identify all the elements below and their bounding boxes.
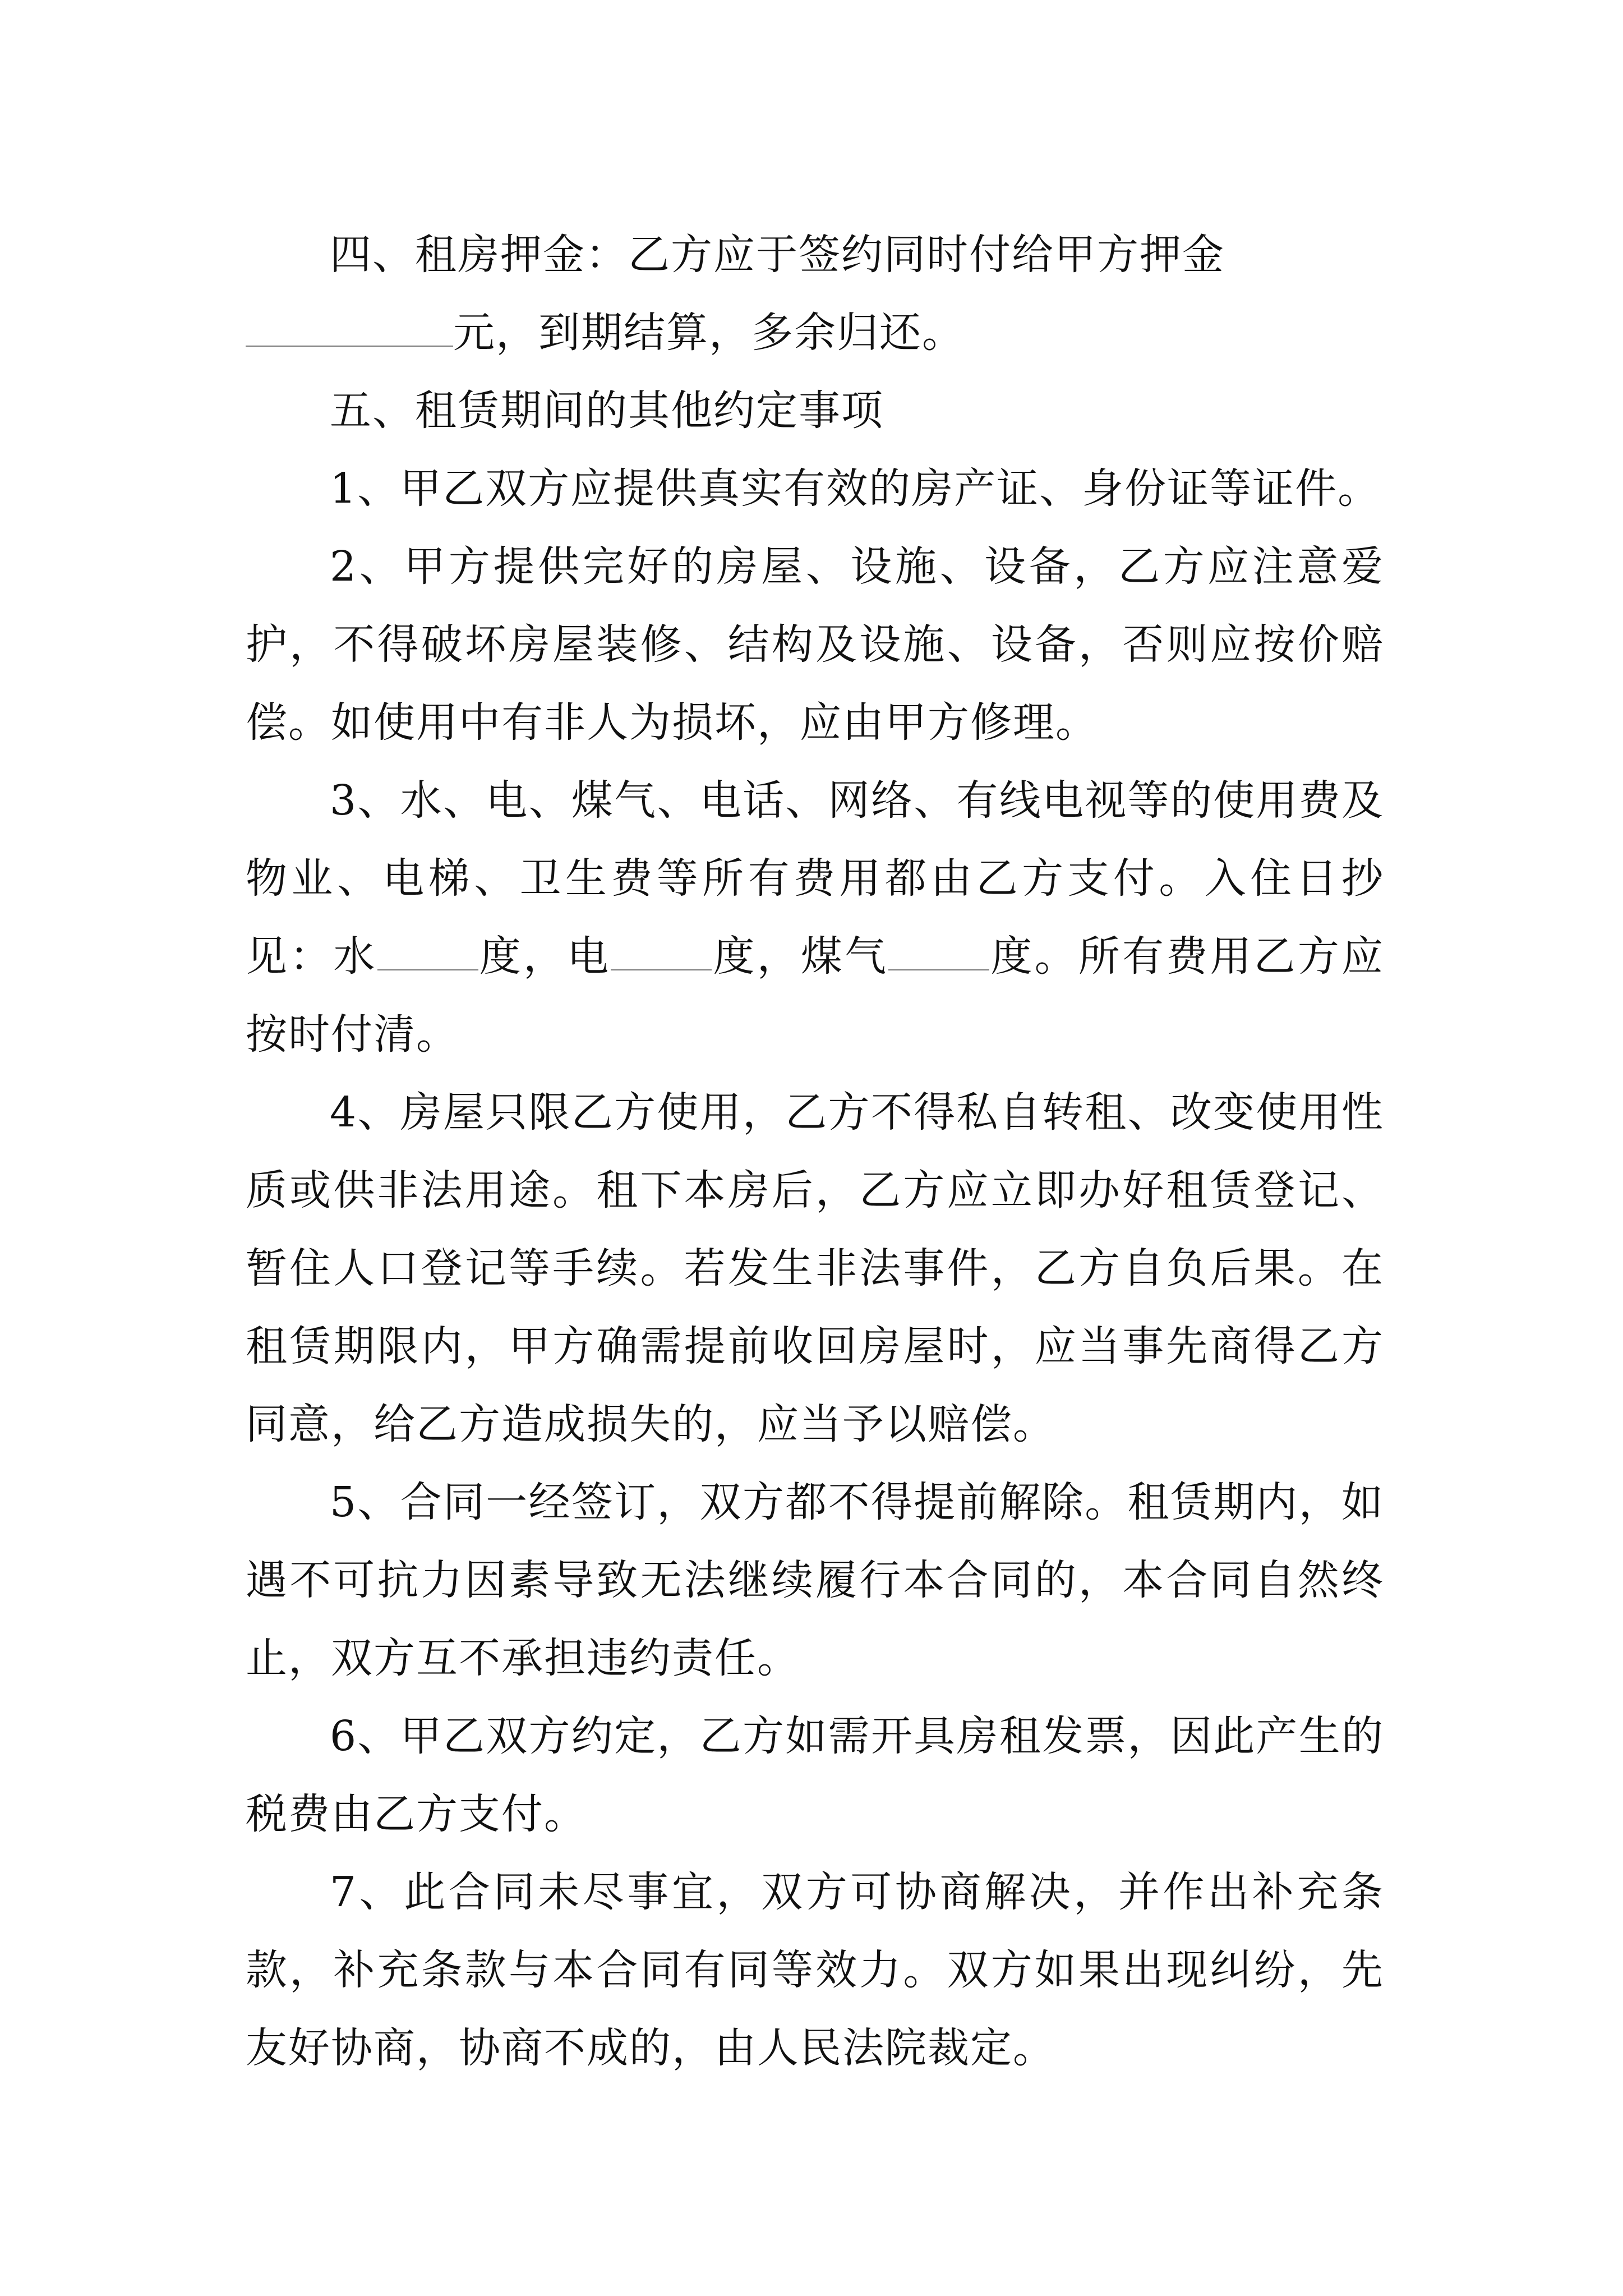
item-2: 2、甲方提供完好的房屋、设施、设备，乙方应注意爱护，不得破坏房屋装修、结构及设施、设备，否则应按价赔偿。如使用中有非人为损坏，应由甲方修理。 [246, 542, 1384, 747]
item-1: 1、甲乙双方应提供真实有效的房产证、身份证等证件。 [330, 464, 1381, 513]
item-5: 5、合同一经签订，双方都不得提前解除。租赁期内，如遇不可抗力因素导致无法继续履行本合同的，本合同自然终止，双方互不承担违约责任。 [246, 1478, 1384, 1682]
item-3 [246, 762, 1384, 1074]
item-4: 4、房屋只限乙方使用，乙方不得私自转租、改变使用性质或供非法用途。租下本房后，乙方应立即办好租赁登记、暂住人口登记等手续。若发生非法事件，乙方自负后果。在租赁期限内，甲方确需提前收回房屋时，应当事先商得乙方同意，给乙方造成损失的，应当予以赔偿。 [246, 1088, 1384, 1448]
item-7: 7、此合同未尽事宜，双方可协商解决，并作出补充条款，补充条款与本合同有同等效力。双方如果出现纠纷，先友好协商，协商不成的，由人民法院裁定。 [246, 1868, 1384, 2072]
item-3-part1: 3、水、电、煤气、电话、网络、有线电视等的使用费及物业、电梯、卫生费等所有费用都由乙方支付。入住日抄见：水 [246, 776, 1384, 981]
item-6: 6、甲乙双方约定，乙方如需开具房租发票，因此产生的税费由乙方支付。 [246, 1712, 1384, 1838]
gas-reading-blank [888, 936, 989, 970]
section5-heading: 五、租赁期间的其他约定事项 [330, 386, 884, 435]
item-3-part2: 度，电 [478, 932, 611, 981]
deposit-amount-blank [246, 312, 453, 347]
item-3-part4: 度。所有费用乙方应按时付清。 [246, 932, 1385, 1059]
item-3-part3: 度，煤气 [712, 932, 889, 981]
water-reading-blank [377, 936, 478, 970]
section4-line2: 元，到期结算，多余归还。 [453, 309, 965, 357]
electricity-reading-blank [611, 936, 712, 970]
section4-line1: 四、租房押金：乙方应于签约同时付给甲方押金 [330, 231, 1225, 279]
section4-deposit-paragraph [246, 216, 1384, 372]
document-body [246, 216, 1384, 2087]
